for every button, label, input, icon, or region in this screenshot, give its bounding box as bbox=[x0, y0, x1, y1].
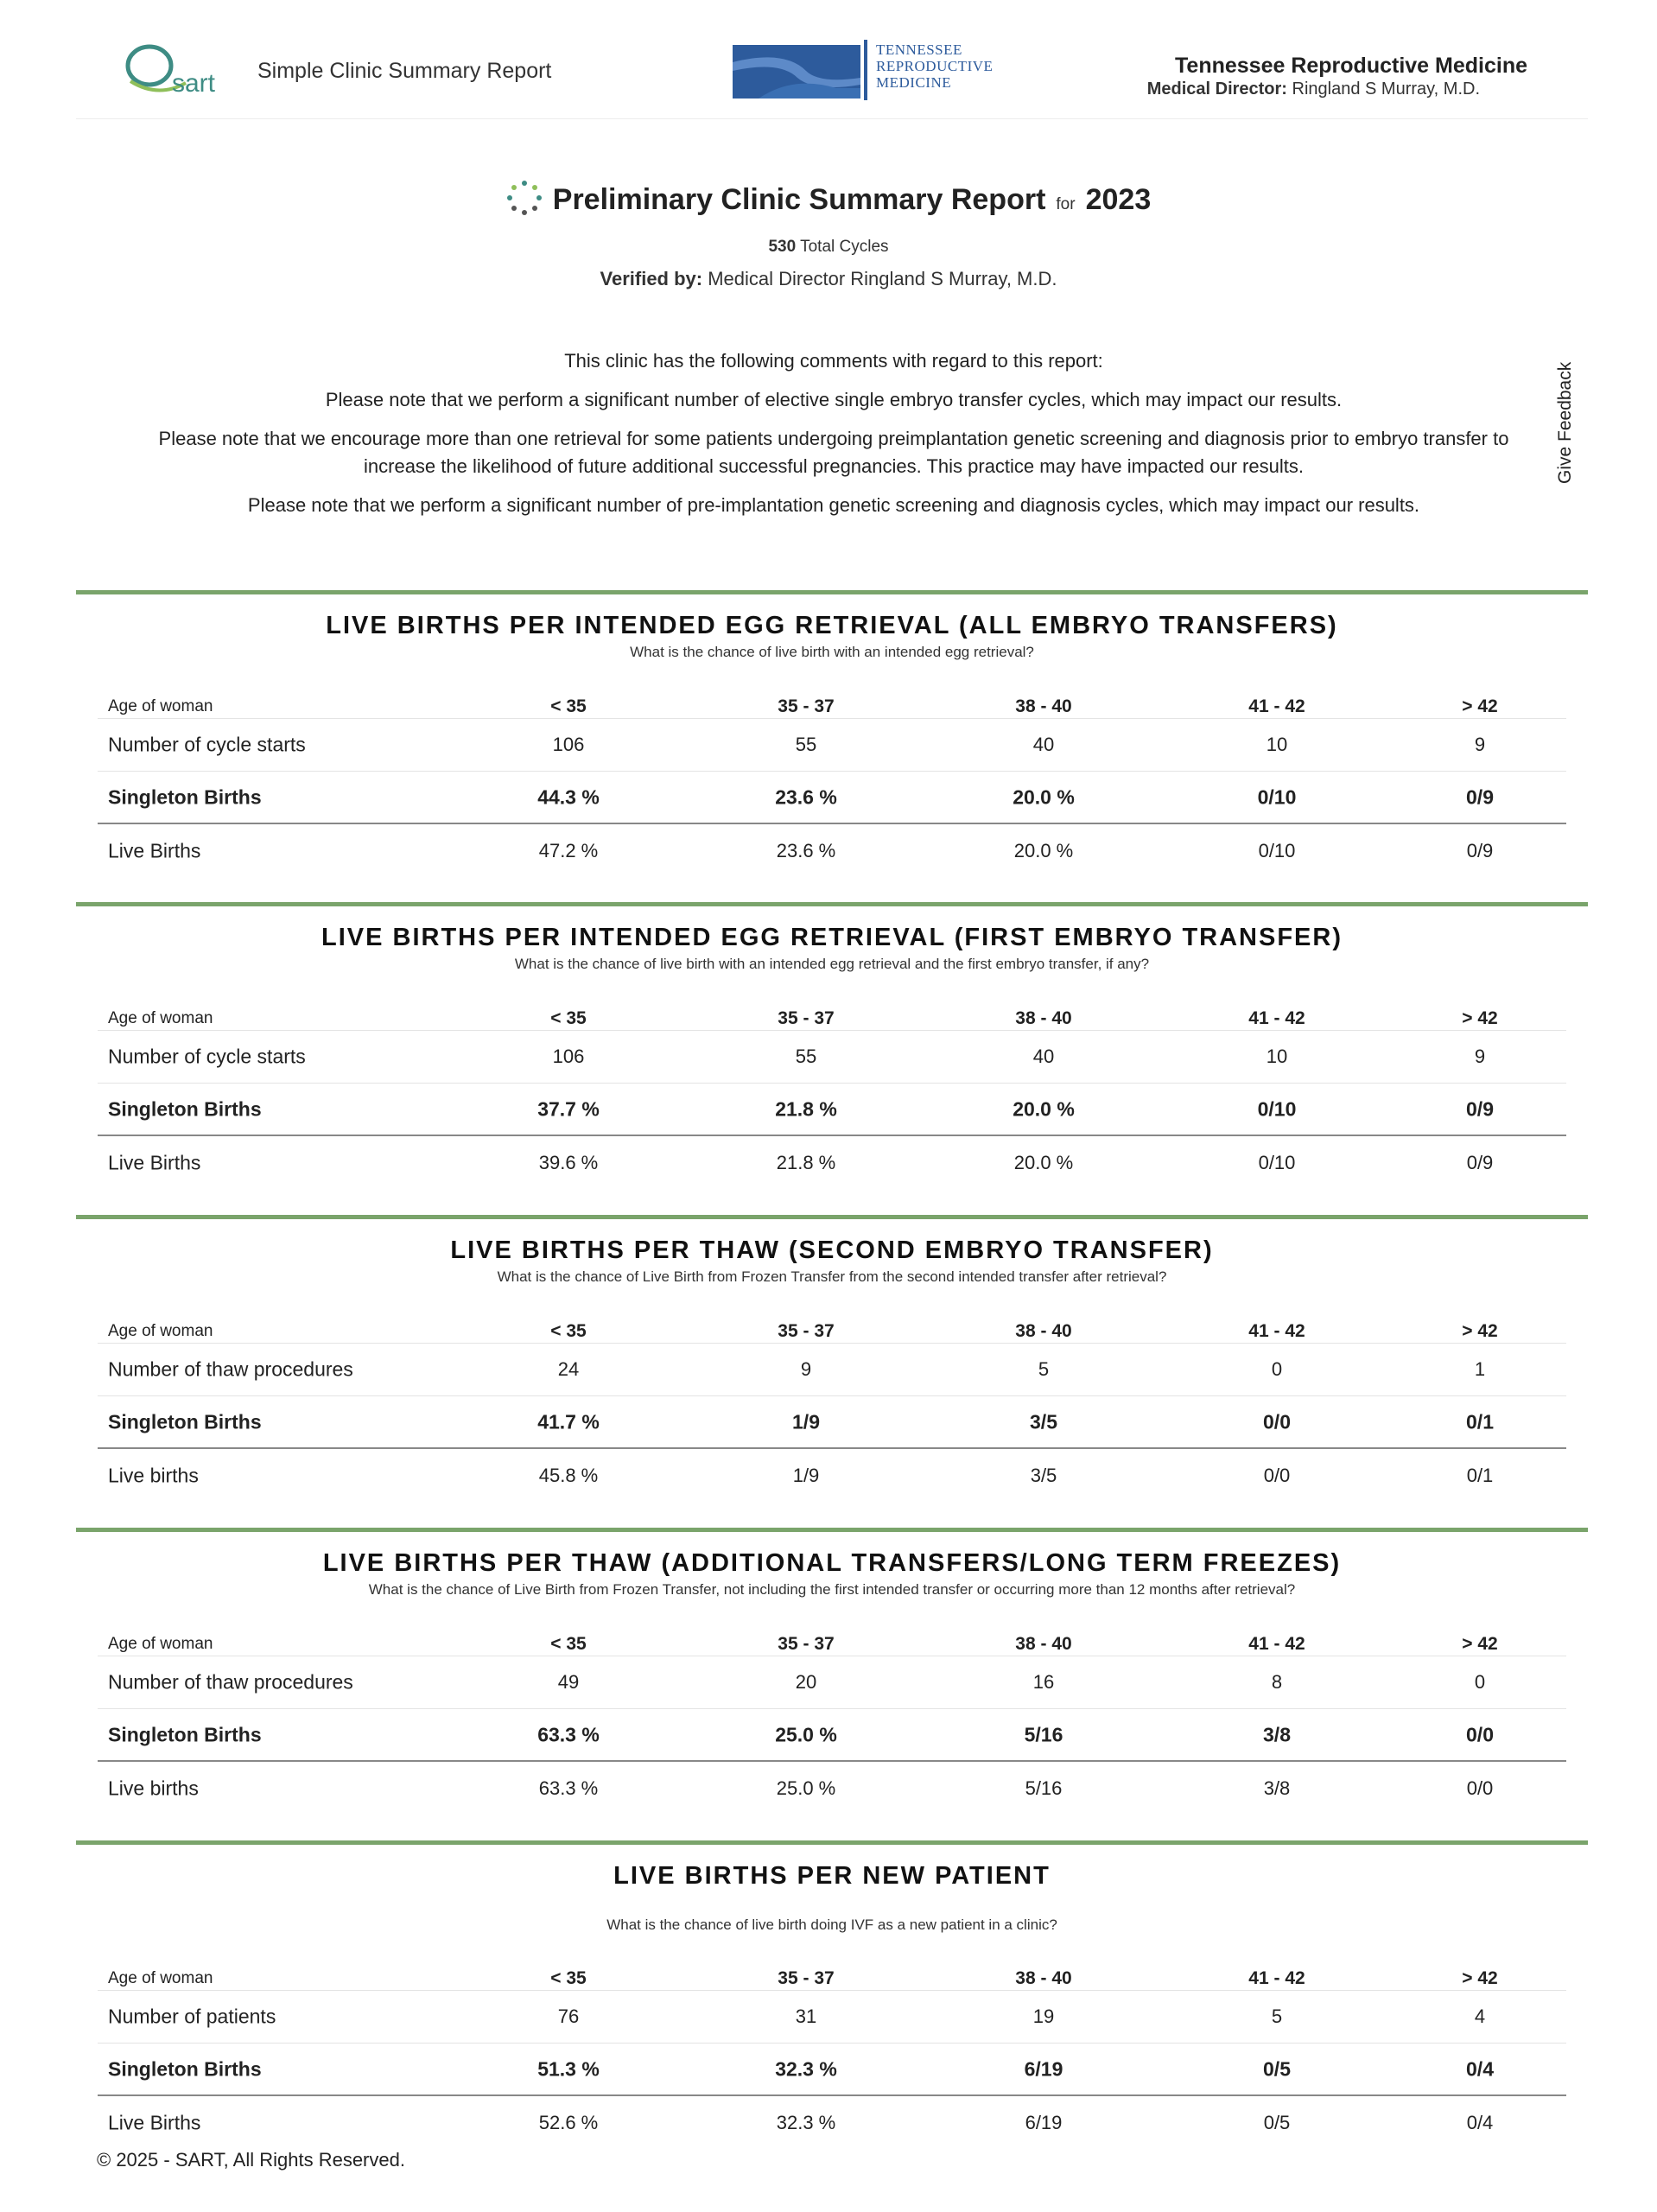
table-header-row bbox=[98, 1627, 1566, 1656]
table-row bbox=[98, 1136, 1566, 1189]
table-cell: 21.8 % bbox=[775, 1097, 837, 1120]
trm-logo[interactable] bbox=[733, 40, 1018, 100]
table-cell: 51.3 % bbox=[537, 2057, 600, 2080]
table-cell: 3/8 bbox=[1263, 1723, 1291, 1745]
age-column-label: Age of woman bbox=[108, 1968, 213, 1987]
results-section bbox=[76, 1840, 1588, 2133]
results-table bbox=[98, 1001, 1566, 1189]
age-group-header: 38 - 40 bbox=[1015, 1320, 1072, 1341]
results-table bbox=[98, 1961, 1566, 2149]
table-cell: 20.0 % bbox=[1013, 785, 1075, 808]
report-type-label: Simple Clinic Summary Report bbox=[257, 59, 552, 83]
table-cell: 0/10 bbox=[1257, 785, 1297, 808]
row-label: Live births bbox=[108, 1777, 199, 1799]
table-row bbox=[98, 1396, 1566, 1449]
table-header-row bbox=[98, 1001, 1566, 1031]
table-cell: 0/5 bbox=[1263, 2057, 1291, 2080]
row-label: Singleton Births bbox=[108, 1410, 262, 1433]
age-group-header: < 35 bbox=[550, 696, 587, 716]
table-cell: 0/4 bbox=[1466, 2111, 1494, 2133]
trm-logo-divider bbox=[864, 40, 867, 100]
table-row bbox=[98, 1449, 1566, 1502]
section-subtitle: What is the chance of live birth doing IVF as a new patient in a clinic? bbox=[606, 1916, 1057, 1933]
comments-intro: This clinic has the following comments with regard to this report: bbox=[564, 350, 1103, 372]
age-group-header: 38 - 40 bbox=[1015, 1007, 1072, 1028]
table-row bbox=[98, 1344, 1566, 1396]
table-cell: 0/4 bbox=[1466, 2057, 1494, 2080]
table-cell: 47.2 % bbox=[538, 839, 599, 861]
table-cell: 106 bbox=[552, 1046, 585, 1067]
comment-item: Please note that we encourage more than one retrieval for some patients undergoing preimplantation genetic screening and diagnosis prior to embryo transfer to increase the likelihood of future additional successful pregnancies. This practice may have impacted our results. bbox=[158, 428, 1509, 477]
table-cell: 41.7 % bbox=[537, 1410, 600, 1433]
table-cell: 5 bbox=[1271, 2005, 1283, 2027]
table-cell: 23.6 % bbox=[776, 839, 836, 861]
table-cell: 63.3 % bbox=[537, 1723, 600, 1745]
table-row bbox=[98, 1031, 1566, 1084]
row-label: Singleton Births bbox=[108, 1097, 262, 1120]
age-group-header: 35 - 37 bbox=[778, 1967, 835, 1988]
table-cell: 0 bbox=[1474, 1671, 1486, 1693]
table-cell: 45.8 % bbox=[538, 1464, 599, 1486]
table-cell: 1/9 bbox=[792, 1464, 820, 1486]
table-cell: 3/5 bbox=[1030, 1464, 1057, 1486]
age-group-header: > 42 bbox=[1462, 696, 1498, 716]
results-section bbox=[76, 1528, 1588, 1799]
table-row bbox=[98, 1656, 1566, 1709]
age-column-label: Age of woman bbox=[108, 1321, 213, 1340]
table-cell: 20.0 % bbox=[1013, 1151, 1074, 1173]
table-cell: 1 bbox=[1474, 1358, 1486, 1380]
row-label: Number of cycle starts bbox=[108, 1045, 306, 1068]
table-cell: 0/0 bbox=[1263, 1410, 1291, 1433]
age-group-header: 41 - 42 bbox=[1248, 696, 1305, 716]
results-section bbox=[76, 1215, 1588, 1486]
table-cell: 0/10 bbox=[1258, 1151, 1296, 1173]
table-cell: 44.3 % bbox=[537, 785, 600, 808]
age-group-header: 38 - 40 bbox=[1015, 1967, 1072, 1988]
table-cell: 37.7 % bbox=[537, 1097, 600, 1120]
table-header-row bbox=[98, 1314, 1566, 1344]
trm-logo-text: TENNESSEE REPRODUCTIVE MEDICINE bbox=[876, 41, 994, 91]
table-cell: 21.8 % bbox=[776, 1151, 836, 1173]
row-label: Singleton Births bbox=[108, 785, 262, 808]
results-table bbox=[98, 1627, 1566, 1815]
table-cell: 76 bbox=[557, 2005, 580, 2027]
age-column-label: Age of woman bbox=[108, 696, 213, 715]
age-group-header: 41 - 42 bbox=[1248, 1320, 1305, 1341]
table-header-row bbox=[98, 1961, 1566, 1991]
section-title: LIVE BIRTHS PER THAW (SECOND EMBRYO TRANSFER) bbox=[450, 1236, 1214, 1264]
table-cell: 16 bbox=[1032, 1671, 1055, 1693]
table-cell: 31 bbox=[795, 2005, 817, 2027]
age-column-label: Age of woman bbox=[108, 1008, 213, 1027]
table-cell: 3/5 bbox=[1030, 1410, 1057, 1433]
section-title: LIVE BIRTHS PER NEW PATIENT bbox=[613, 1862, 1051, 1890]
row-label: Live Births bbox=[108, 1151, 201, 1173]
table-cell: 23.6 % bbox=[775, 785, 837, 808]
section-title: LIVE BIRTHS PER INTENDED EGG RETRIEVAL (FIRST EMBRYO TRANSFER) bbox=[321, 924, 1343, 951]
table-cell: 19 bbox=[1032, 2005, 1055, 2027]
comment-item: Please note that we perform a significant number of elective single embryo transfer cycles, which may impact our results. bbox=[325, 389, 1343, 410]
table-cell: 40 bbox=[1032, 1046, 1055, 1067]
table-cell: 6/19 bbox=[1024, 2057, 1063, 2080]
loading-dots-icon bbox=[506, 180, 543, 216]
age-group-header: < 35 bbox=[550, 1320, 587, 1341]
table-cell: 0/0 bbox=[1466, 1777, 1494, 1799]
report-title: Preliminary Clinic Summary Report bbox=[552, 183, 1046, 216]
age-group-header: 41 - 42 bbox=[1248, 1007, 1305, 1028]
section-subtitle: What is the chance of live birth with an intended egg retrieval and the first embryo transfer, if any? bbox=[514, 956, 1150, 972]
age-group-header: 35 - 37 bbox=[778, 1633, 835, 1654]
row-label: Singleton Births bbox=[108, 1723, 262, 1745]
age-group-header: < 35 bbox=[550, 1967, 587, 1988]
table-cell: 39.6 % bbox=[538, 1151, 599, 1173]
table-row bbox=[98, 1709, 1566, 1762]
trm-logo-mark bbox=[733, 45, 860, 99]
row-label: Number of patients bbox=[108, 2005, 276, 2028]
table-cell: 0/5 bbox=[1263, 2111, 1291, 2133]
age-group-header: < 35 bbox=[550, 1007, 587, 1028]
table-cell: 0/9 bbox=[1466, 1097, 1494, 1120]
results-section bbox=[76, 590, 1588, 861]
table-cell: 49 bbox=[557, 1671, 580, 1693]
table-row bbox=[98, 719, 1566, 772]
table-row bbox=[98, 1991, 1566, 2044]
table-cell: 0/9 bbox=[1466, 839, 1494, 861]
table-cell: 0/9 bbox=[1466, 785, 1494, 808]
age-group-header: > 42 bbox=[1462, 1320, 1498, 1341]
table-cell: 8 bbox=[1271, 1671, 1283, 1693]
total-cycles: 530 Total Cycles bbox=[768, 238, 889, 256]
table-cell: 9 bbox=[1474, 1046, 1486, 1067]
section-subtitle: What is the chance of Live Birth from Frozen Transfer, not including the first intended transfer or occurring more than 12 months after retrieval? bbox=[368, 1581, 1296, 1598]
results-table bbox=[98, 1314, 1566, 1502]
report-title-for: for bbox=[1056, 195, 1076, 213]
table-header-row bbox=[98, 690, 1566, 719]
age-group-header: 38 - 40 bbox=[1015, 1633, 1072, 1654]
row-label: Number of thaw procedures bbox=[108, 1670, 353, 1694]
page-header bbox=[76, 35, 1588, 119]
report-title-row bbox=[0, 173, 1657, 217]
results-table bbox=[98, 690, 1566, 877]
table-cell: 40 bbox=[1032, 734, 1055, 755]
verified-by: Verified by: Medical Director Ringland S Murray, M.D. bbox=[600, 268, 1057, 289]
age-group-header: > 42 bbox=[1462, 1007, 1498, 1028]
age-group-header: > 42 bbox=[1462, 1967, 1498, 1988]
table-row bbox=[98, 2044, 1566, 2096]
table-cell: 1/9 bbox=[792, 1410, 820, 1433]
table-cell: 9 bbox=[800, 1358, 812, 1380]
row-label: Live Births bbox=[108, 2111, 201, 2133]
table-cell: 0/10 bbox=[1258, 839, 1296, 861]
table-cell: 55 bbox=[795, 1046, 817, 1067]
table-cell: 0/9 bbox=[1466, 1151, 1494, 1173]
age-group-header: 35 - 37 bbox=[778, 696, 835, 716]
table-cell: 32.3 % bbox=[775, 2057, 837, 2080]
table-cell: 6/19 bbox=[1025, 2111, 1063, 2133]
table-cell: 10 bbox=[1266, 1046, 1288, 1067]
row-label: Live births bbox=[108, 1464, 199, 1486]
section-subtitle: What is the chance of live birth with an intended egg retrieval? bbox=[630, 644, 1034, 660]
row-label: Number of thaw procedures bbox=[108, 1357, 353, 1381]
table-cell: 0/0 bbox=[1263, 1464, 1291, 1486]
table-cell: 5/16 bbox=[1024, 1723, 1063, 1745]
age-group-header: < 35 bbox=[550, 1633, 587, 1654]
table-row bbox=[98, 2096, 1566, 2149]
table-row bbox=[98, 772, 1566, 824]
results-section bbox=[76, 902, 1588, 1173]
age-group-header: 38 - 40 bbox=[1015, 696, 1072, 716]
table-row bbox=[98, 1084, 1566, 1136]
table-cell: 5/16 bbox=[1025, 1777, 1063, 1799]
table-cell: 3/8 bbox=[1263, 1777, 1291, 1799]
table-cell: 0 bbox=[1271, 1358, 1283, 1380]
table-cell: 9 bbox=[1474, 734, 1486, 755]
clinic-comments bbox=[121, 347, 1546, 531]
medical-director: Medical Director: Ringland S Murray, M.D. bbox=[1146, 79, 1480, 99]
table-cell: 25.0 % bbox=[776, 1777, 836, 1799]
age-group-header: > 42 bbox=[1462, 1633, 1498, 1654]
table-cell: 0/10 bbox=[1257, 1097, 1297, 1120]
section-title: LIVE BIRTHS PER INTENDED EGG RETRIEVAL (ALL EMBRYO TRANSFERS) bbox=[326, 612, 1338, 639]
section-subtitle: What is the chance of Live Birth from Frozen Transfer from the second intended transfer after retrieval? bbox=[497, 1268, 1167, 1285]
svg-text:sart: sart bbox=[172, 69, 216, 98]
age-group-header: 35 - 37 bbox=[778, 1320, 835, 1341]
age-group-header: 35 - 37 bbox=[778, 1007, 835, 1028]
table-cell: 63.3 % bbox=[538, 1777, 599, 1799]
table-cell: 32.3 % bbox=[776, 2111, 836, 2133]
table-row bbox=[98, 824, 1566, 877]
age-group-header: 41 - 42 bbox=[1248, 1633, 1305, 1654]
table-cell: 20.0 % bbox=[1013, 839, 1074, 861]
row-label: Live Births bbox=[108, 839, 201, 861]
table-cell: 20.0 % bbox=[1013, 1097, 1075, 1120]
copyright-footer: © 2025 - SART, All Rights Reserved. bbox=[97, 2149, 405, 2171]
table-cell: 24 bbox=[557, 1358, 580, 1380]
table-cell: 55 bbox=[795, 734, 817, 755]
row-label: Number of cycle starts bbox=[108, 733, 306, 756]
table-cell: 106 bbox=[552, 734, 585, 755]
table-cell: 0/1 bbox=[1466, 1410, 1494, 1433]
report-year: 2023 bbox=[1085, 183, 1152, 216]
age-group-header: 41 - 42 bbox=[1248, 1967, 1305, 1988]
table-cell: 25.0 % bbox=[775, 1723, 837, 1745]
table-cell: 0/1 bbox=[1466, 1464, 1494, 1486]
table-cell: 10 bbox=[1266, 734, 1288, 755]
section-title: LIVE BIRTHS PER THAW (ADDITIONAL TRANSFERS/LONG TERM FREEZES) bbox=[322, 1549, 1342, 1577]
table-row bbox=[98, 1762, 1566, 1815]
table-cell: 20 bbox=[795, 1671, 817, 1693]
table-cell: 0/0 bbox=[1466, 1723, 1494, 1745]
comment-item: Please note that we perform a significant number of pre-implantation genetic screening and diagnosis cycles, which may impact our results. bbox=[247, 494, 1420, 516]
table-cell: 4 bbox=[1474, 2005, 1486, 2027]
sart-logo[interactable] bbox=[124, 40, 236, 100]
age-column-label: Age of woman bbox=[108, 1634, 213, 1653]
give-feedback-tab[interactable]: Give Feedback bbox=[1555, 361, 1575, 484]
clinic-name: Tennessee Reproductive Medicine bbox=[1175, 54, 1527, 78]
table-cell: 52.6 % bbox=[538, 2111, 599, 2133]
row-label: Singleton Births bbox=[108, 2057, 262, 2080]
table-cell: 5 bbox=[1038, 1358, 1050, 1380]
